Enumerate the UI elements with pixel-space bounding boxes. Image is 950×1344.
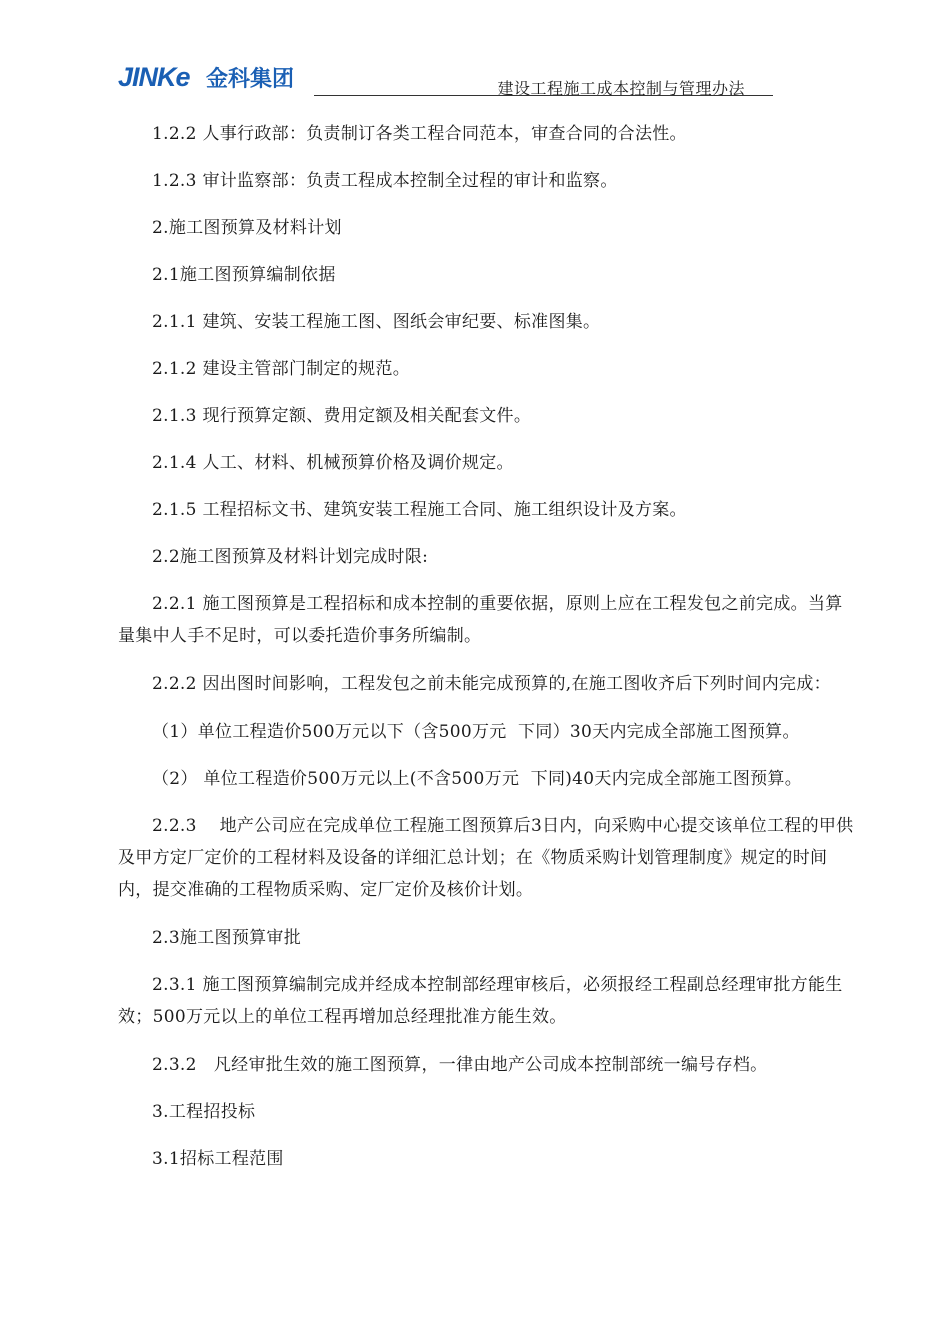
document-body [118, 118, 858, 1190]
paragraph: 2.3.2 凡经审批生效的施工图预算，一律由地产公司成本控制部统一编号存档。 [152, 1055, 768, 1075]
paragraph: 1.2.3 审计监察部：负责工程成本控制全过程的审计和监察。 [152, 171, 618, 191]
section-heading: 3.工程招投标 [152, 1102, 256, 1122]
paragraph: 2.2.1 施工图预算是工程招标和成本控制的重要依据，原则上应在工程发包之前完成。当算量集中人手不足时，可以委托造价事务所编制。 [118, 594, 843, 646]
subsection-heading: 2.3施工图预算审批 [152, 928, 302, 948]
paragraph: 2.2.2 因出图时间影响，工程发包之前未能完成预算的,在施工图收齐后下列时间内完成： [152, 674, 831, 694]
paragraph: 2.1.3 现行预算定额、费用定额及相关配套文件。 [152, 406, 532, 426]
paragraph: 2.1.1 建筑、安装工程施工图、图纸会审纪要、标准图集。 [152, 312, 601, 332]
paragraph: 2.3.1 施工图预算编制完成并经成本控制部经理审核后，必须报经工程副总经理审批方能生效；500万元以上的单位工程再增加总经理批准方能生效。 [118, 975, 843, 1027]
paragraph: 2.1.4 人工、材料、机械预算价格及调价规定。 [152, 453, 514, 473]
paragraph: 2.2.3 地产公司应在完成单位工程施工图预算后3日内，向采购中心提交该单位工程的甲供及甲方定厂定价的工程材料及设备的详细汇总计划；在《物质采购计划管理制度》规定的时间内，提交准确的工程物质采购、定厂定价及核价计划。 [118, 816, 854, 900]
subsection-heading: 3.1招标工程范围 [152, 1149, 284, 1169]
logo-latin: JINKe [118, 62, 190, 92]
paragraph: 2.1.2 建设主管部门制定的规范。 [152, 359, 411, 379]
list-item: （2） 单位工程造价500万元以上(不含500万元 下同)40天内完成全部施工图预算。 [152, 769, 803, 789]
list-item: （1）单位工程造价500万元以下（含500万元 下同）30天内完成全部施工图预算。 [152, 722, 800, 742]
header-divider [314, 95, 773, 96]
document-title: 建设工程施工成本控制与管理办法 [497, 79, 745, 98]
section-heading: 2.施工图预算及材料计划 [152, 218, 342, 238]
subsection-heading: 2.1施工图预算编制依据 [152, 265, 336, 285]
paragraph: 1.2.2 人事行政部：负责制订各类工程合同范本，审查合同的合法性。 [152, 124, 687, 144]
subsection-heading: 2.2施工图预算及材料计划完成时限: [152, 547, 429, 567]
paragraph: 2.1.5 工程招标文书、建筑安装工程施工合同、施工组织设计及方案。 [152, 500, 687, 520]
jinke-logo [118, 62, 318, 92]
logo-chinese: 金科集团 [206, 67, 295, 92]
page-header [118, 58, 773, 98]
